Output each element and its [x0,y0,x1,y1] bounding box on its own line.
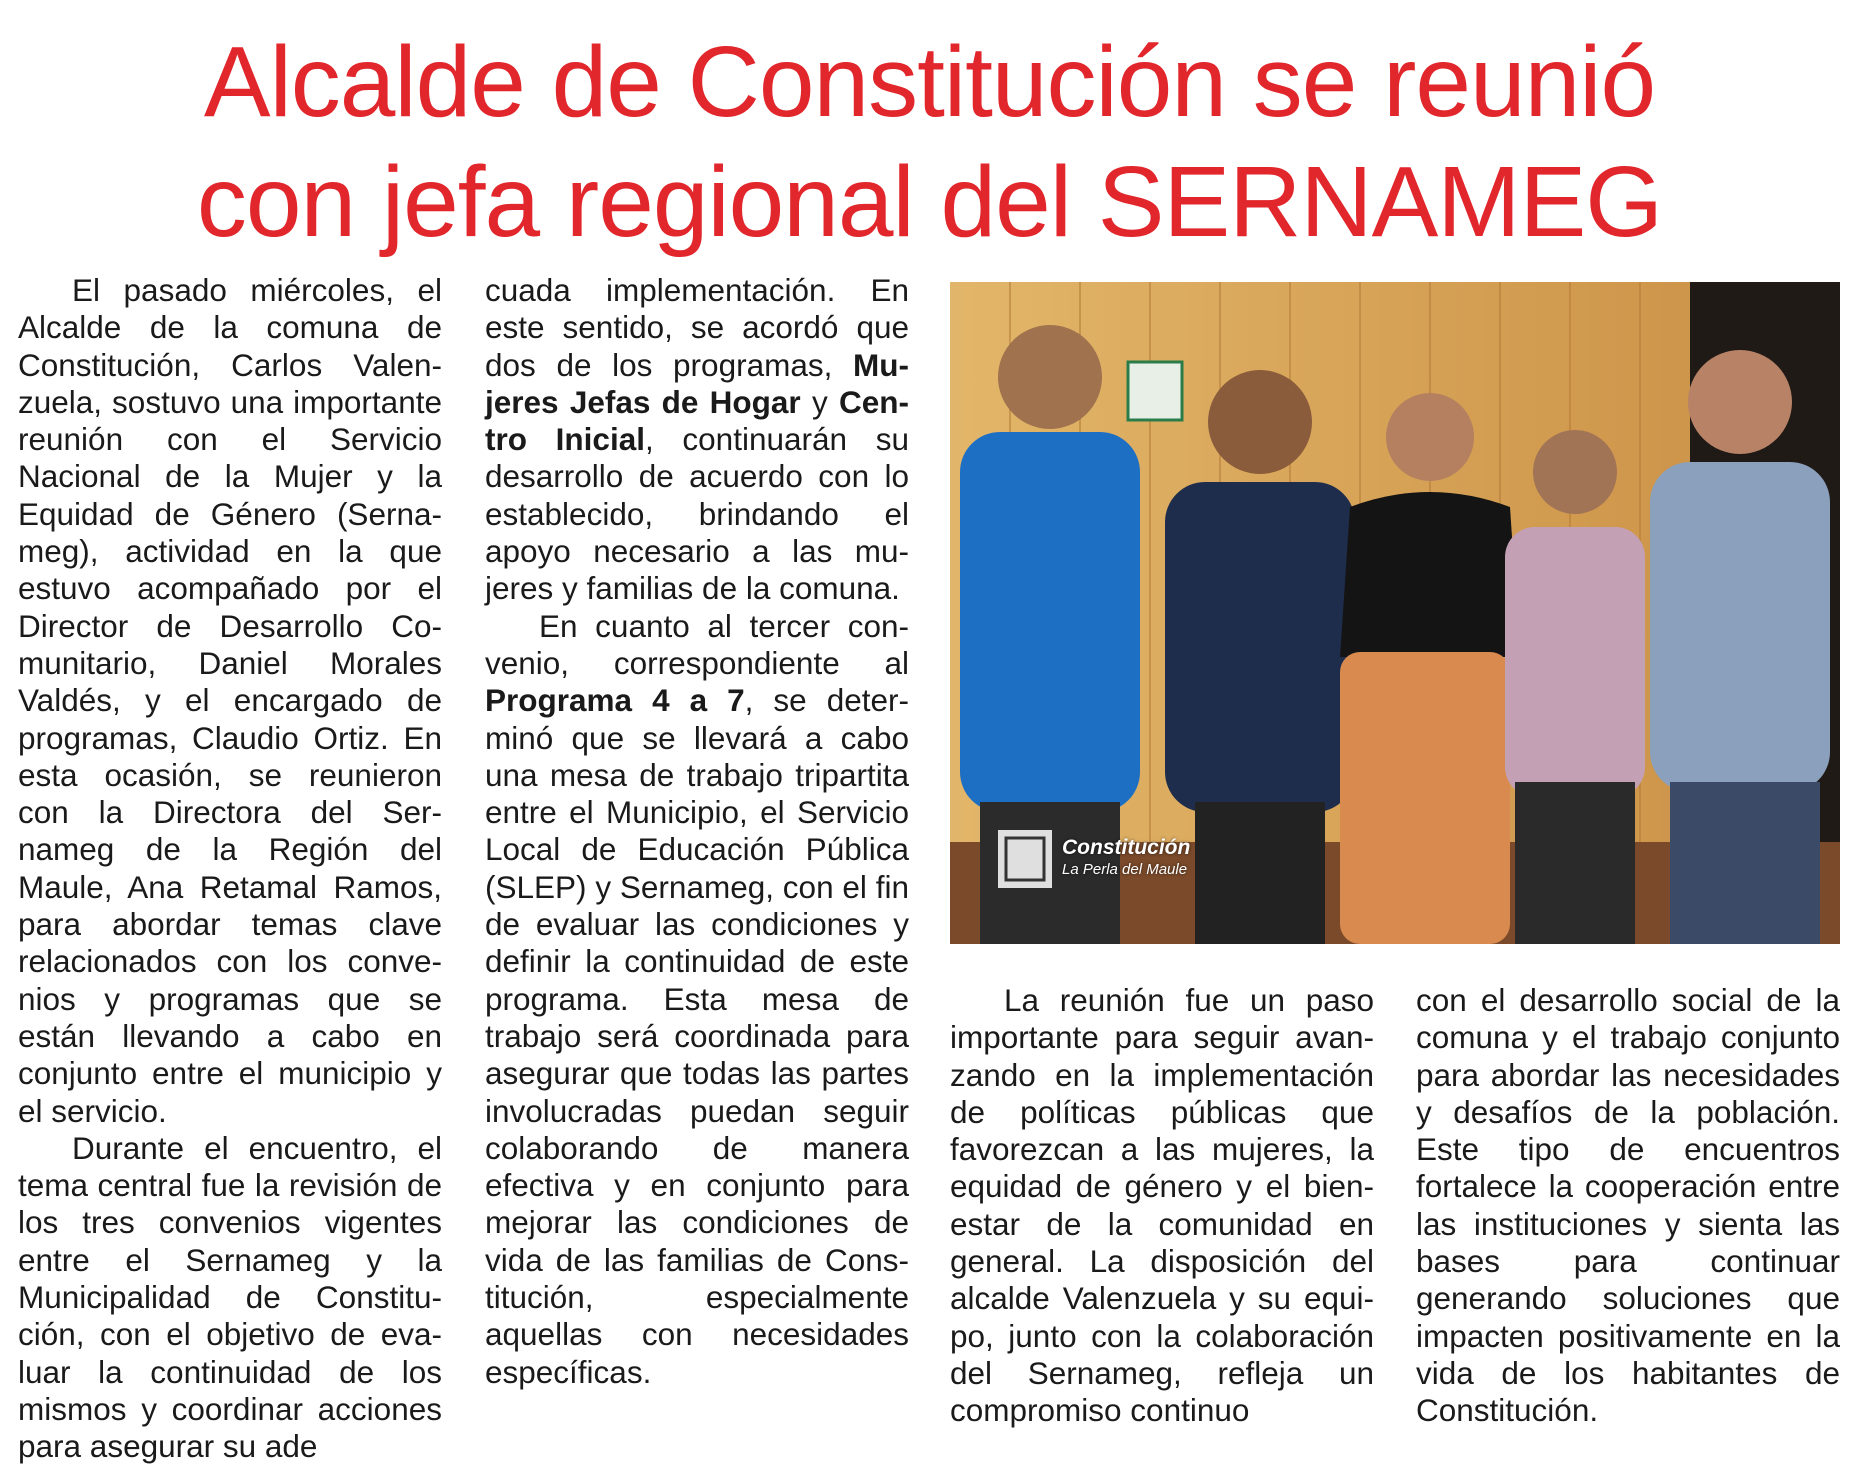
paragraph-conclusion-cont: con el desarrollo social de la comuna y el trabajo conjunto para abordar las necesidades y desafíos de la población. Este tipo de encuentros fortalece la cooperación entre las instituciones y sienta las bases para continuar generando soluciones que impacten positivamente en la vida de los habitantes de Constitución. [1416,982,1840,1429]
text-run: y [800,383,839,420]
logo-title: Constitución [1062,836,1191,859]
text-run: cuada implementación. En este sentido, se acordó que dos de los programas, [485,272,909,383]
paragraph-third-agreement [485,608,909,1391]
headline [0,22,1859,262]
program-name-4-a-7: Programa 4 a 7 [485,682,745,719]
headline-line-1: Alcalde de Constitución se reunió [203,26,1656,138]
paragraph-meeting: Durante el encuentro, el tema central fue la revisión de los tres convenios vigentes entre el Sernameg y la Municipalidad de Constitución, con el objetivo de evaluar la continuidad de los mismos y coordinar acciones para asegurar su ade [18,1129,442,1465]
logo-subtitle: La Perla del Maule [1062,861,1188,878]
article-column-2 [485,272,909,1391]
program-name-centro-inicial: Centro Inicial [485,383,909,458]
article-column-1 [18,272,442,1466]
meeting-photo [950,282,1840,944]
article-column-4 [1416,982,1840,1430]
text-run: , se determinó que se llevará a cabo una mesa de trabajo tripartita entre el Municipio, el Servicio Local de Educación Pública (SLEP) y Sernameg, con el fin de evaluar las condiciones y definir la continuidad de este programa. Esta mesa de trabajo será coordinada para asegurar que todas las partes involucradas puedan seguir colaborando de manera efectiva y en conjunto para mejorar las condiciones de vida de las familias de Constitución, especialmente aquellas con necesidades específicas. [485,682,909,1390]
paragraph-intro: El pasado miércoles, el Alcalde de la comuna de Constitución, Carlos Valenzuela, sostuvo una importante reunión con el Servicio Nacional de la Mujer y la Equidad de Género (Sernameg), actividad en la que estuvo acompañado por el Director de Desarrollo Comunitario, Daniel Morales Valdés, y el encargado de programas, Claudio Ortiz. En esta ocasión, se reunieron con la Directora del Sernameg de la Región del Maule, Ana Retamal Ramos, para abordar temas clave relacionados con los convenios y programas que se están llevando a cabo en conjunto entre el municipio y el servicio. [18,272,442,1129]
program-name-mujeres-jefas: Mujeres Jefas de Hogar [485,346,909,420]
headline-line-2: con jefa regional del SERNAMEG [196,146,1663,258]
paragraph-conclusion: La reunión fue un paso importante para seguir avanzando en la implementación de políticas públicas que favorezcan a las mujeres, la equidad de género y el bienestar de la comunidad en general. La disposición del alcalde Valenzuela y su equipo, junto con la colaboración del Sernameg, refleja un compromiso continuo [950,982,1374,1429]
article-column-3 [950,982,1374,1430]
text-run: En cuanto al tercer convenio, correspondiente al [485,607,909,681]
constitucion-logo [1062,837,1190,881]
paragraph-programs [485,272,909,608]
text-run: , continuarán su desarrollo de acuerdo con lo establecido, brindando el apoyo necesario a las mujeres y familias de la comuna. [485,421,909,607]
